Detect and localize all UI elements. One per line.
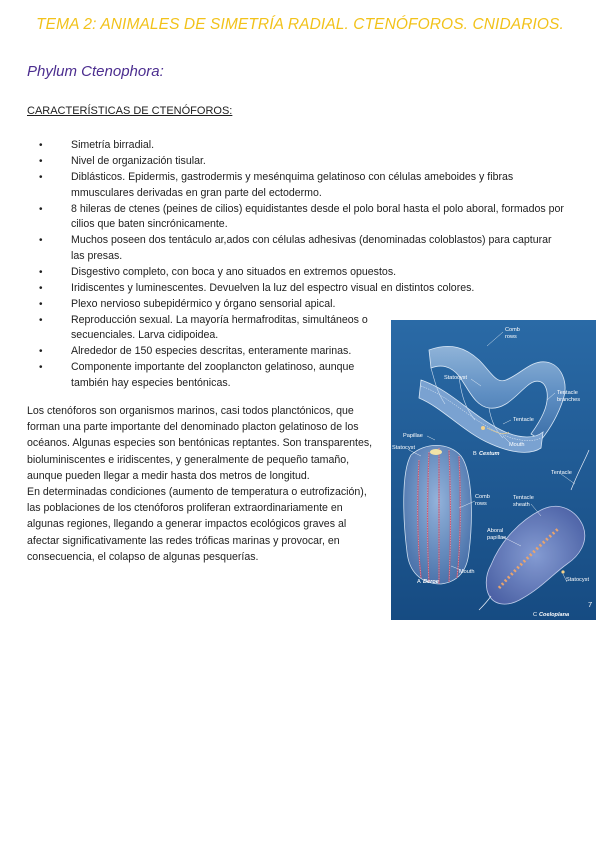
bullet-icon: • bbox=[39, 282, 43, 294]
list-item: • Alrededor de 150 especies descritas, enteramente marinas. bbox=[27, 344, 381, 360]
label-tentacle-sheath: Tentacle bbox=[513, 495, 534, 501]
label-comb-rows-beroe: Comb bbox=[475, 494, 490, 500]
label-c: C bbox=[533, 612, 538, 618]
label-tentacle-branches-2: branches bbox=[557, 397, 581, 403]
bullet-icon: • bbox=[39, 346, 43, 358]
body-text bbox=[27, 403, 377, 565]
label-comb-rows-2: rows bbox=[505, 334, 517, 340]
bullet-icon: • bbox=[39, 203, 43, 215]
label-mouth-beroe: Mouth bbox=[459, 569, 475, 575]
bullet-icon: • bbox=[39, 171, 43, 183]
figure-number: 7 bbox=[588, 600, 593, 609]
section-heading: CARACTERÍSTICAS DE CTENÓFOROS: bbox=[27, 105, 233, 117]
label-papillae: Papillae bbox=[403, 433, 423, 439]
label-tentacle: Tentacle bbox=[513, 417, 534, 423]
label-comb-rows-beroe-2: rows bbox=[475, 501, 487, 507]
bullet-icon: • bbox=[39, 362, 43, 374]
list-item: • Nivel de organización tisular. bbox=[27, 154, 567, 170]
list-item: • Diblásticos. Epidermis, gastrodermis y mesénquima gelatinoso con células ameboides y fibras mmusculares derivadas en gran parte del ectodermo. bbox=[39, 170, 514, 199]
page-title: TEMA 2: ANIMALES DE SIMETRÍA RADIAL. CTENÓFOROS. CNIDARIOS. bbox=[36, 16, 564, 33]
list-item: • Disgestivo completo, con boca y ano situados en extremos opuestos. bbox=[27, 265, 567, 281]
ctenophore-illustration bbox=[391, 320, 596, 620]
bullet-icon: • bbox=[39, 298, 43, 310]
label-mouth: Mouth bbox=[509, 442, 525, 448]
beroe-drawing bbox=[404, 445, 472, 584]
label-comb-rows: Comb bbox=[505, 327, 520, 333]
label-tentacle-right: Tentacle bbox=[551, 470, 572, 476]
phylum-heading: Phylum Ctenophora: bbox=[27, 63, 164, 80]
label-tentacle-branches: Tentacle bbox=[557, 390, 578, 396]
bullet-icon: • bbox=[39, 314, 43, 326]
list-item: • Iridiscentes y luminescentes. Devuelven la luz del espectro visual en distintos colores. bbox=[27, 281, 567, 297]
label-statocyst: Statocyst bbox=[444, 375, 468, 381]
label-tentacle-sheath-2: sheath bbox=[513, 502, 530, 508]
bullet-icon: • bbox=[39, 266, 43, 278]
label-statocyst-right: Statocyst bbox=[566, 577, 590, 583]
label-aboral-papillae: Aboral bbox=[487, 528, 504, 534]
label-beroe: Beroe bbox=[423, 579, 439, 585]
label-b: B bbox=[473, 451, 477, 457]
bullet-icon: • bbox=[39, 140, 43, 151]
list-item: • Plexo nervioso subepidérmico y órgano sensorial apical. bbox=[27, 297, 567, 313]
label-a: A bbox=[417, 579, 421, 585]
paragraph: En determinadas condiciones (aumento de temperatura o eutrofización), las poblaciones de los ctenóforos proliferan extraordinariamente en algunas regiones, llegando a generar impactos ecológicos graves al afectar significativamente las redes tróficas marinas y provocar, en consecuencia, el colapso de algunas pesquerías. bbox=[27, 486, 367, 563]
label-statocyst-left: Statocyst bbox=[392, 445, 416, 451]
label-aboral-papillae-2: papillae bbox=[487, 535, 507, 541]
list-item: • Simetría birradial. bbox=[27, 138, 567, 154]
label-coeloplana: Coeloplana bbox=[539, 612, 570, 618]
list-item: • 8 hileras de ctenes (peines de cilios) equidistantes desde el polo boral hasta el polo aboral, formados por cilios que baten sincrónicamente. bbox=[39, 202, 564, 231]
list-item: • Muchos poseen dos tentáculo ar,ados con células adhesivas (denominadas coloblastos) para capturar las presas. bbox=[39, 234, 552, 262]
list-item: • Componente importante del zooplancton gelatinoso, aunque también hay especies bentónicas. bbox=[39, 361, 355, 389]
bullet-icon: • bbox=[39, 155, 43, 167]
paragraph: Los ctenóforos son organismos marinos, casi todos planctónicos, que forman una parte importante del denominado placton gelatinoso de los océanos. Algunas especies son bentónicas reptantes. Son transparentes, bioluminiscentes e iridiscentes, y generalmente de pequeño tamaño, aunque pueden llegar a medir hasta dos metros de longitud. bbox=[27, 405, 373, 482]
list-item: • Reproducción sexual. La mayoría hermafroditas, simultáneos o secuenciales. Larva cidipoidea. bbox=[39, 313, 368, 342]
bullet-icon: • bbox=[39, 235, 43, 247]
label-cestum: Cestum bbox=[479, 451, 500, 457]
